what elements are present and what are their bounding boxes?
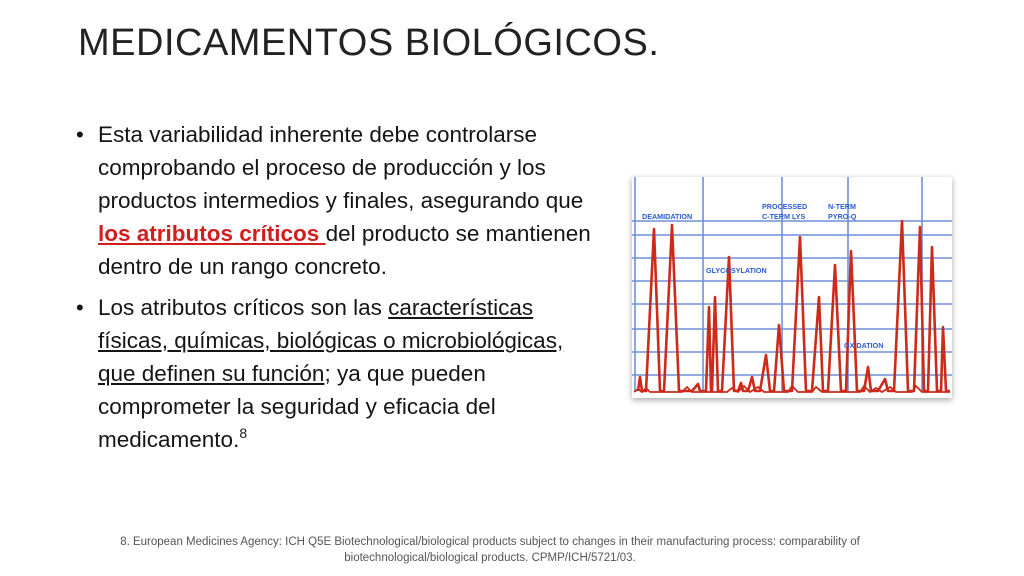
label-deamidation: DEAMIDATION (642, 212, 693, 221)
bullet-list (76, 118, 596, 464)
label-n-term: N-TERM (828, 202, 856, 211)
label-processed: PROCESSED (762, 202, 808, 211)
slide-title: MEDICAMENTOS BIOLÓGICOS. (78, 22, 660, 64)
chromatogram-figure (632, 177, 952, 398)
bullet-item-critical-attributes (76, 291, 596, 456)
footnote: 8. European Medicines Agency: ICH Q5E Biotechnological/biological products subject to changes in their manufacturing process: comparability of biotechnological/biological products. CPMP/ICH/5721/03. (120, 536, 860, 564)
footnote-reference: 8 (239, 425, 248, 441)
critical-attributes-highlight: los atributos críticos (98, 221, 326, 246)
bullet-2-text-end: ; ya que pueden comprometer la seguridad y eficacia del medicamento. (98, 361, 496, 452)
bullet-dot-icon: • (76, 122, 84, 147)
label-pyro-q: PYRO-Q (828, 212, 857, 221)
label-glycosylation: GLYCOSYLATION (706, 266, 767, 275)
label-oxidation: OXIDATION (844, 341, 884, 350)
bullet-1-text: Esta variabilidad inherente debe controlarse comprobando el proceso de producción y los productos intermedios y finales, asegurando que (98, 122, 584, 213)
label-c-term-lys: C-TERM LYS (762, 212, 806, 221)
attributes-definition-underlined: características físicas, químicas, biológicas o microbiológicas, que definen su función (98, 295, 564, 386)
bullet-1-text-end: del producto se mantienen dentro de un rango concreto. (98, 221, 591, 279)
bullet-2-text: Los atributos críticos son las (98, 295, 389, 320)
chromatogram-image (632, 177, 952, 398)
bullet-item-variability (76, 118, 596, 283)
bullet-dot-icon: • (76, 295, 84, 320)
